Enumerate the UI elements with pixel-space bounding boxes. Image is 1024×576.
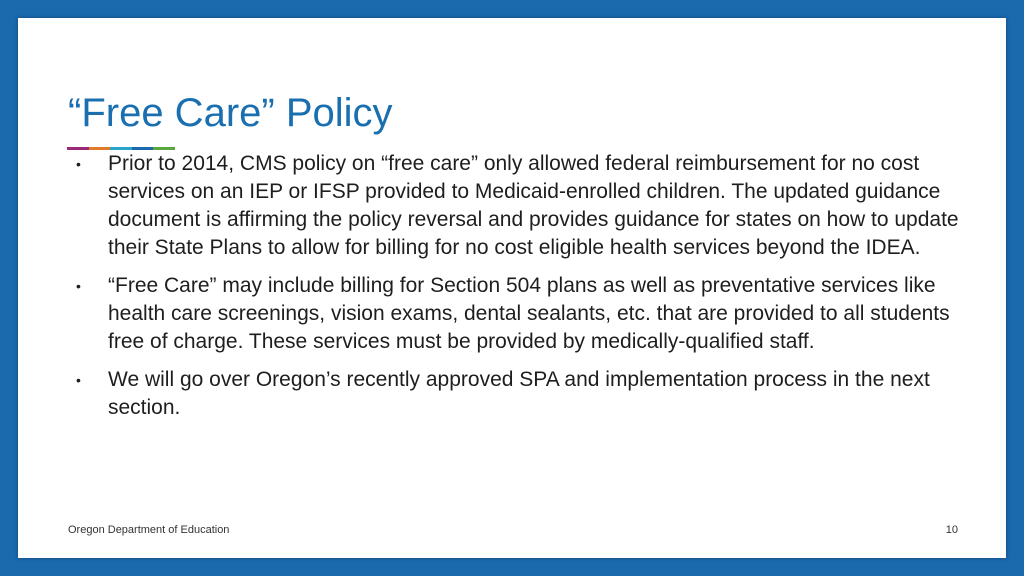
bullet-text: Prior to 2014, CMS policy on “free care” only allowed federal reimbursement for no cost services on an IEP or IFSP provided to Medicaid-enrolled children. The updated guidance document is affirming the policy reversal and provides guidance for states on how to update their State Plans to allow for billing for no cost eligible health services beyond the IDEA. [108, 152, 959, 259]
bullet-text: We will go over Oregon’s recently approved SPA and implementation process in the next section. [108, 368, 930, 419]
bullet-marker: • [76, 278, 81, 294]
slide-number: 10 [945, 524, 958, 536]
bullet-list [76, 150, 966, 432]
bullet-text: “Free Care” may include billing for Section 504 plans as well as preventative services like health care screenings, vision exams, dental sealants, etc. that are provided to all students free of charge. These services must be provided by medically-qualified staff. [108, 274, 950, 353]
bullet-item [76, 272, 966, 356]
bullet-marker: • [76, 156, 81, 172]
slide [18, 18, 1006, 558]
bullet-marker: • [76, 372, 81, 388]
bullet-item [76, 150, 966, 262]
bullet-item [76, 366, 966, 422]
slide-title: “Free Care” Policy [68, 91, 393, 135]
footer-organization: Oregon Department of Education [68, 524, 230, 536]
